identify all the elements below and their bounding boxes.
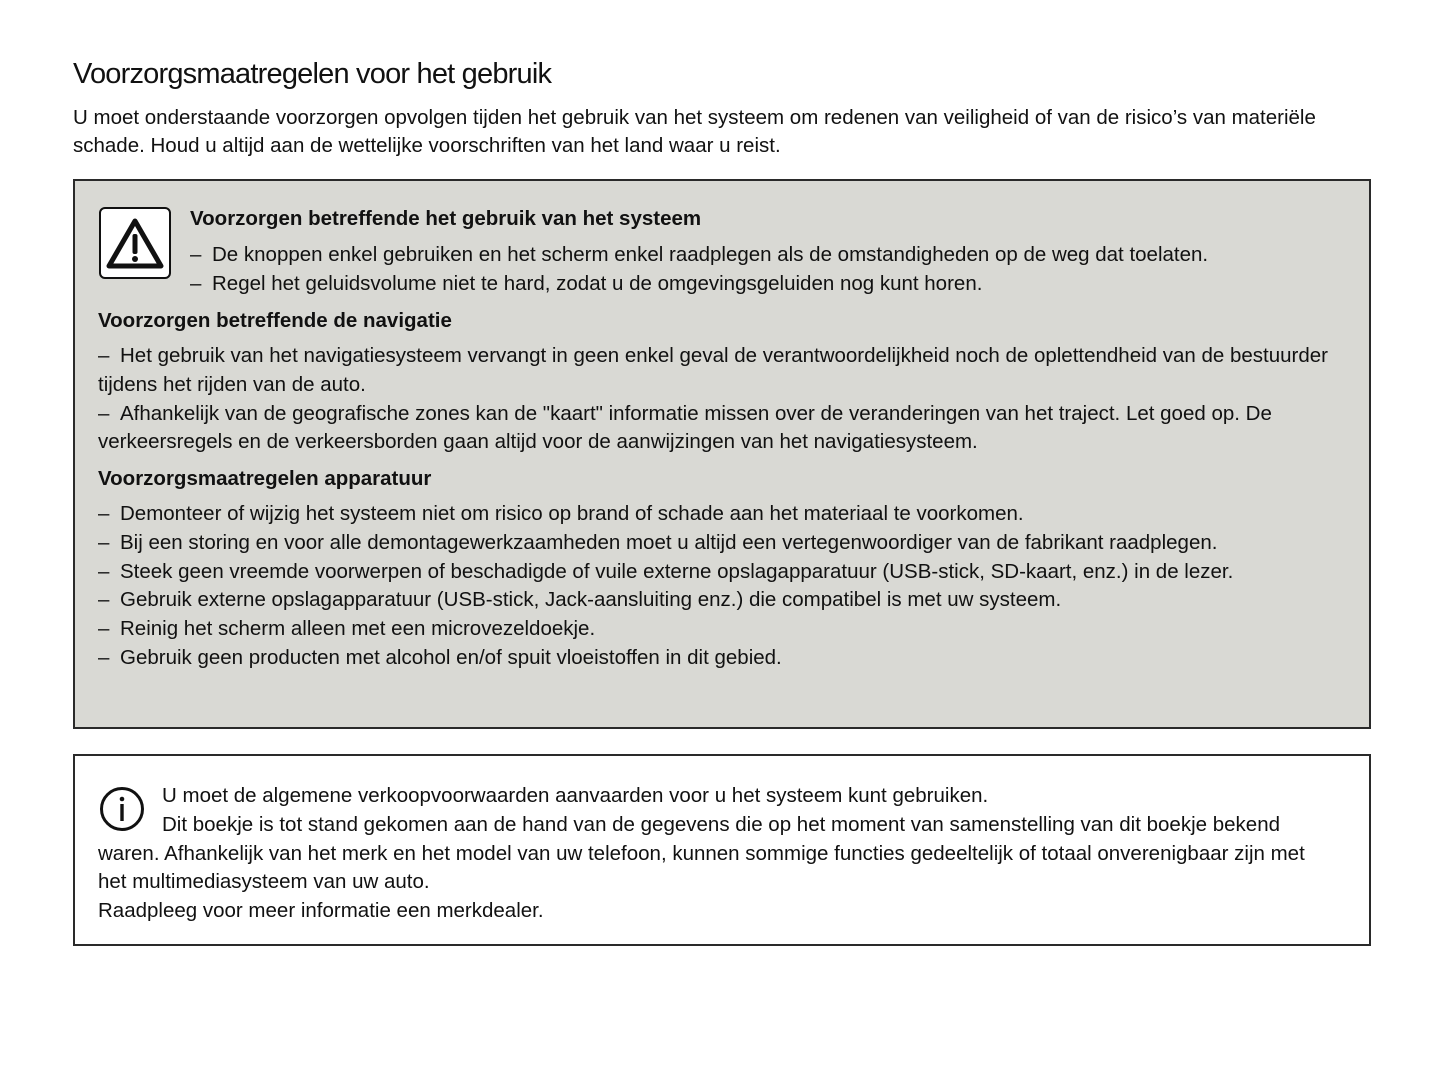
list-item: – Reinig het scherm alleen met een microvezeldoekje. [98,617,596,641]
list-item: – Het gebruik van het navigatiesysteem vervangt in geen enkel geval de verantwoordelijkheid noch de oplettendheid van de bestuurder tijdens het rijden van de auto. [98,344,1329,396]
list-item: – Gebruik geen producten met alcohol en/of spuit vloeistoffen in dit gebied. [98,645,782,669]
intro-paragraph: U moet onderstaande voorzorgen opvolgen tijden het gebruik van het systeem om redenen van veiligheid of van de risico’s van materiële schade. Houd u altijd aan de wettelijke voorschriften van het land waar u reist. [73,106,1316,157]
list-navigation [98,342,1348,457]
list-item: – Regel het geluidsvolume niet te hard, zodat u de omgevingsgeluiden nog kunt horen. [190,271,983,295]
list-item: – Afhankelijk van de geografische zones kan de "kaart" informatie missen over de veranderingen van het traject. Let goed op. De verkeersregels en de verkeersborden gaan altijd voor de aanwijzingen van het navigatiesysteem. [98,401,1272,454]
info-line-terms: U moet de algemene verkoopvoorwaarden aanvaarden voor u het systeem kunt gebruiken. [162,784,989,807]
list-item: – De knoppen enkel gebruiken en het scherm enkel raadplegen als de omstandigheden op de weg dat toelaten. [190,243,1209,266]
list-item: – Demonteer of wijzig het systeem niet om risico op brand of schade aan het materiaal te voorkomen. [98,502,1024,525]
info-box [73,754,1371,946]
list-item: – Gebruik externe opslagapparatuur (USB-stick, Jack-aansluiting enz.) die compatibel is met uw systeem. [98,588,1062,612]
list-equipment [98,500,1358,673]
page-title: Voorzorgsmaatregelen voor het gebruik [73,58,552,90]
section-heading-system-use: Voorzorgen betreffende het gebruik van het systeem [190,207,702,230]
list-system-use [190,241,1350,299]
list-item: – Steek geen vreemde voorwerpen of beschadigde of vuile externe opslagapparatuur (USB-stick, SD-kaart, enz.) in de lezer. [98,559,1234,583]
info-text [98,782,1338,926]
list-item: – Bij een storing en voor alle demontagewerkzaamheden moet u altijd een vertegenwoordiger van de fabrikant raadplegen. [98,530,1218,554]
info-line-dealer: Raadpleeg voor meer informatie een merkdealer. [98,899,544,923]
section-heading-equipment: Voorzorgsmaatregelen apparatuur [98,467,432,490]
warning-box [73,179,1371,729]
info-line-booklet: Dit boekje is tot stand gekomen aan de hand van de gegevens die op het moment van samenstelling van dit boekje bekend waren. Afhankelijk van het merk en het model van uw telefoon, kunnen sommige functies gedeeltelijk of totaal onverenigbaar zijn met het multimediasysteem van uw auto. [98,812,1305,894]
section-heading-navigation: Voorzorgen betreffende de navigatie [98,309,452,332]
warning-triangle-icon [99,207,171,279]
